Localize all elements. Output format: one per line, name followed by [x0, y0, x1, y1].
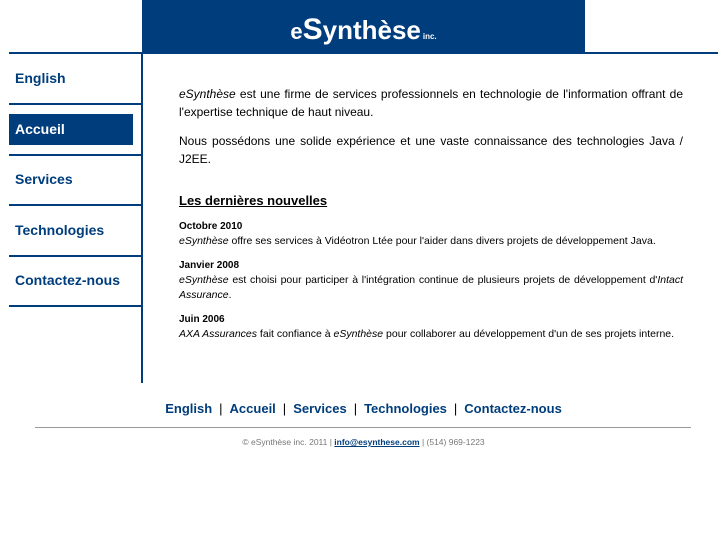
logo-letter-e: e [290, 19, 303, 44]
footer-separator: | [353, 401, 358, 416]
sidebar-divider [9, 52, 142, 54]
sidebar-divider [9, 204, 142, 206]
client-name: Intact Assurance [179, 274, 683, 301]
sidebar-divider [9, 154, 142, 156]
footer-divider [35, 427, 691, 428]
footer-link-contactez-nous[interactable]: Contactez-nous [464, 401, 562, 416]
intro-text: est une firme de services professionnels en technologie de l'information offrant de l'expertise technique de haut niveau. [179, 87, 683, 119]
sidebar-vertical-divider [141, 54, 143, 383]
client-name: AXA Assurances [179, 328, 258, 340]
news-item [179, 273, 683, 303]
news-heading: Les dernières nouvelles [179, 193, 328, 208]
sidebar-item-english[interactable]: English [15, 70, 66, 86]
logo-wordmark: ynthèse [322, 15, 421, 45]
footer-link-accueil[interactable]: Accueil [229, 401, 276, 416]
logo-letter-s: S [302, 13, 323, 46]
copyright-line [0, 437, 727, 447]
footer-separator: | [282, 401, 287, 416]
intro-paragraph-1 [179, 85, 683, 121]
sidebar-item-accueil[interactable]: Accueil [9, 114, 133, 145]
sidebar-item-contactez-nous[interactable]: Contactez-nous [15, 272, 120, 288]
news-text: est choisi pour participer à l'intégration continue de plusieurs projets de développement d' [228, 274, 658, 286]
phone-text: | (514) 969-1223 [419, 437, 485, 447]
brand-name: eSynthèse [179, 274, 229, 286]
news-date: Juin 2006 [179, 314, 225, 325]
email-link[interactable]: info@esynthese.com [334, 437, 420, 447]
news-text: fait confiance à [257, 328, 334, 340]
site-logo[interactable] [142, 13, 585, 47]
footer-separator: | [219, 401, 223, 416]
footer-link-services[interactable]: Services [293, 401, 347, 416]
sidebar-divider [9, 103, 142, 105]
footer-separator: | [453, 401, 458, 416]
news-date: Octobre 2010 [179, 221, 243, 232]
sidebar-divider [9, 255, 142, 257]
news-text: offre ses services à Vidéotron Ltée pour l'aider dans divers projets de développement Java. [228, 235, 656, 247]
brand-name: eSynthèse [333, 328, 384, 340]
news-text: pour collaborer au développement d'un de ses projets interne. [383, 328, 675, 340]
copyright-text: © eSynthèse inc. 2011 | [242, 437, 335, 447]
footer-nav [0, 401, 727, 416]
intro-paragraph-2: Nous possédons une solide expérience et une vaste connaissance des technologies Java / J2EE. [179, 134, 683, 166]
news-date: Janvier 2008 [179, 260, 240, 271]
sidebar-item-services[interactable]: Services [15, 171, 73, 187]
news-item [179, 327, 683, 342]
brand-name: eSynthèse [179, 87, 236, 101]
sidebar-item-technologies[interactable]: Technologies [15, 222, 105, 238]
header-banner [142, 0, 585, 54]
brand-name: eSynthèse [179, 235, 229, 247]
footer-link-english[interactable]: English [165, 401, 213, 416]
news-text-end: . [228, 289, 232, 301]
footer-link-technologies[interactable]: Technologies [364, 401, 447, 416]
sidebar-divider [9, 305, 142, 307]
news-item [179, 234, 683, 249]
header-underline [142, 52, 718, 54]
logo-inc: inc. [422, 32, 437, 41]
